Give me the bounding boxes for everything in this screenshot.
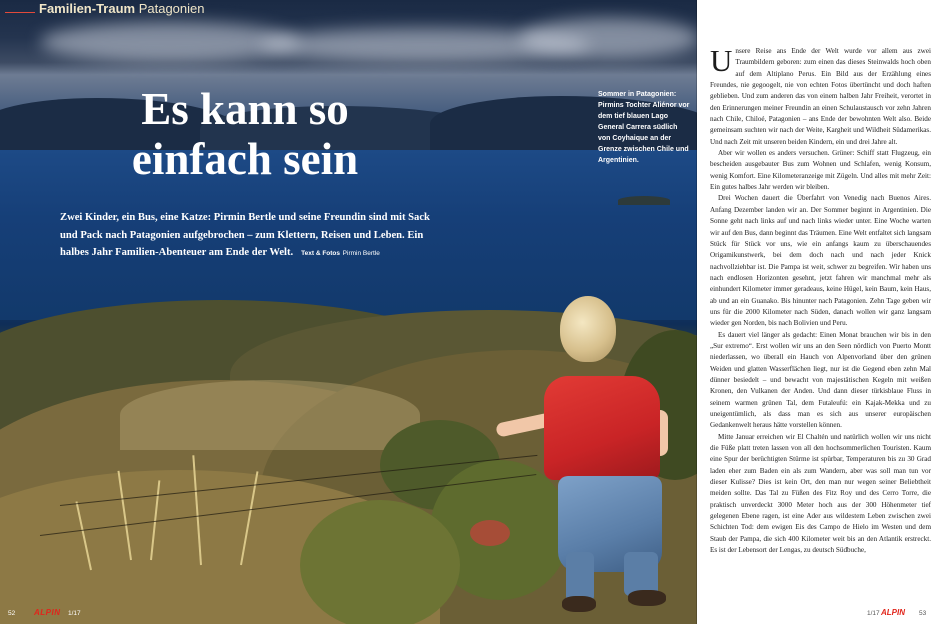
text-page (697, 0, 940, 624)
article-headline (70, 84, 420, 184)
photo-caption: Sommer in Patagonien: Pirmins Tochter Aliénor vor dem tief blauen Lago General Carrera südlich von Coyhaique an der Grenze zwischen Chile und Argentinien. (598, 91, 690, 164)
child-shoe (628, 590, 666, 606)
flower-cluster (470, 520, 510, 546)
issue-number: 1/17 (867, 610, 880, 617)
body-paragraph: Es dauert viel länger als gedacht: Einen Monat brauchen wir bis in den „Sur extremo“. Erst wollen wir uns an den Seen nördlich von Puerto Montt niederlassen, wo überall ein Hauch von Alpenvorland über den grünen Weiden und glatten Wasserflächen liegt, nur ist die Gegend eben zehn Mal dünner besiedelt – und bewacht von majestätischen Kegeln mit weißen Kronen, den Vulkanen der Anden. Und dann dieser türkisblaue Fluss in seinem warmen grünen Tal, dem Futaleufú: ein Kajak-Mekka und zu uneigentümlich, als dass man es sich aus unserer europäischen Gedankenwelt heraus hätte vorstellen können. (710, 330, 931, 430)
article-lead (60, 209, 438, 263)
body-paragraph (710, 43, 931, 148)
section-header (0, 0, 697, 18)
body-paragraph: Mitte Januar erreichen wir El Chaltén und natürlich wollen wir uns nicht die Füße platt treten lassen von all den hochsommerlichen Touristen. Kaum eine Spur der berüchtigten Stürme ist spürbar, Temperaturen bis zu 30 Grad laden eher zum Baden ein als zum Wandern, aber was soll man tun vor dieser Kulisse? Dies ist kein Ort, den man nur wegen seiner Beliebtheit meiden sollte. Das Tal zu Füßen des Fitz Roy und des Cerro Torre, die praktisch unverdeckt 3000 Meter hoch aus der 300 Höhenmeter tief gelegenen Ebene ragen, ist eine Ader aus wildestem Leben zwischen zwei Schichten Tod: dem ewigen Eis des Campo de Hielo im Westen und dem Staub der Pampa, die sich 400 Kilometer weit bis an den Atlantik erstreckt. Es ist der Lebensort der Lengas, zu deutsch Südbuche, (710, 432, 931, 555)
child-leg (566, 552, 594, 602)
credit-label: Text & Fotos (301, 250, 341, 257)
cloud-shape (520, 18, 697, 58)
article-body (710, 43, 931, 556)
child-figure (540, 290, 697, 624)
section-place: Patagonien (138, 1, 205, 16)
page-number: 52 (8, 610, 16, 617)
credit-name: Pirmin Bertle (342, 250, 380, 257)
child-hair (560, 296, 616, 362)
magazine-logo: ALPIN (34, 608, 61, 617)
page-footer-left (8, 608, 128, 620)
paragraph-text: nsere Reise ans Ende der Welt wurde vor allem aus zwei Traumbildern geboren: zum einen das dieses Steinwalds hoch oben auf dem Altiplano Perus. Ein Bild aus der Erzählung eines Freundes, nie gegoogelt, nie von echten Fotos übertüncht und doch haften geblieben. Und zum anderen das von einem halben Jahr Freiheit, verortet in den Erinnerungen meiner Freundin an einen Schulaustausch vor zehn Jahren nach Chile, Chiloé, Patagonien – ans Ende der bewohnten Welt also. Beide gemeinsam suchten wir nach der Weite, Kargheit und Wildheit Südamerikas. Und nach Zeit mit unseren beiden Kindern, ein und drei Jahre alt. (710, 47, 931, 146)
page-footer-right (867, 608, 939, 620)
shrub-shape (300, 500, 460, 624)
issue-number: 1/17 (68, 610, 81, 617)
section-name: Familien-Traum (39, 1, 136, 16)
body-paragraph: Drei Wochen dauert die Überfahrt von Venedig nach Buenos Aires. Anfang Dezember landen wir an. Der Sommer beginnt in Argentinien. Die Sonne geht nach links auf und nach links wieder unter. Eine Woche warten wir auf den Bus, dann beginnt das Träumen. Eine Welt entfaltet sich langsam Stück für Stück vor uns, wie ein anfangs kaum zu überschauendes Origamikunstwerk, bei dem doch nach und nach jeder Knick nachvollziehbar ist. Die Pampa ist weit, schwer zu begreifen. Wir haben uns nach endlosen Horizonten gesehnt, jetzt fahren wir manchmal mehr als einhundert Kilometer immer geradeaus, keine Hügel, kein Baum, kein Haus, ab und an ein Guanako. Bis hinunter nach Patagonien. Zehn Tage geben wir uns für die 2000 Kilometer nach Süden, danach wollen wir ganz langsam wieder gen Norden, bis nach Bolivien und Peru. (710, 194, 931, 328)
body-paragraph: Aber wir wollen es anders versuchen. Grüner: Schiff statt Flugzeug, ein bescheiden ausgebauter Bus zum Wohnen und Schlafen, wenig Konsum, wenig Komfort. Eine Kilometeranzeige mit Zügeln. Und alles mit mehr Zeit: Ein gutes halbes Jahr werden wir bleiben. (710, 149, 931, 192)
drop-cap: U (710, 43, 733, 78)
lead-text: Zwei Kinder, ein Bus, eine Katze: Pirmin Bertle und seine Freundin sind mit Sack und Pack nach Patagonien aufgebrochen – zum Klettern, Reisen und Leben. Ein halbes Jahr Familien-Abenteuer am Ende der Welt. (60, 212, 430, 258)
headline-line-2: einfach sein (131, 134, 359, 184)
heartbeat-mark-icon (5, 6, 35, 13)
headline-line-1: Es kann so (141, 84, 349, 134)
dirt-track (120, 380, 420, 450)
island-shape (618, 196, 670, 205)
magazine-logo: ALPIN (881, 608, 905, 617)
child-shoe (562, 596, 596, 612)
section-title (39, 1, 204, 16)
child-shirt (544, 376, 660, 480)
page-number: 53 (919, 610, 927, 617)
